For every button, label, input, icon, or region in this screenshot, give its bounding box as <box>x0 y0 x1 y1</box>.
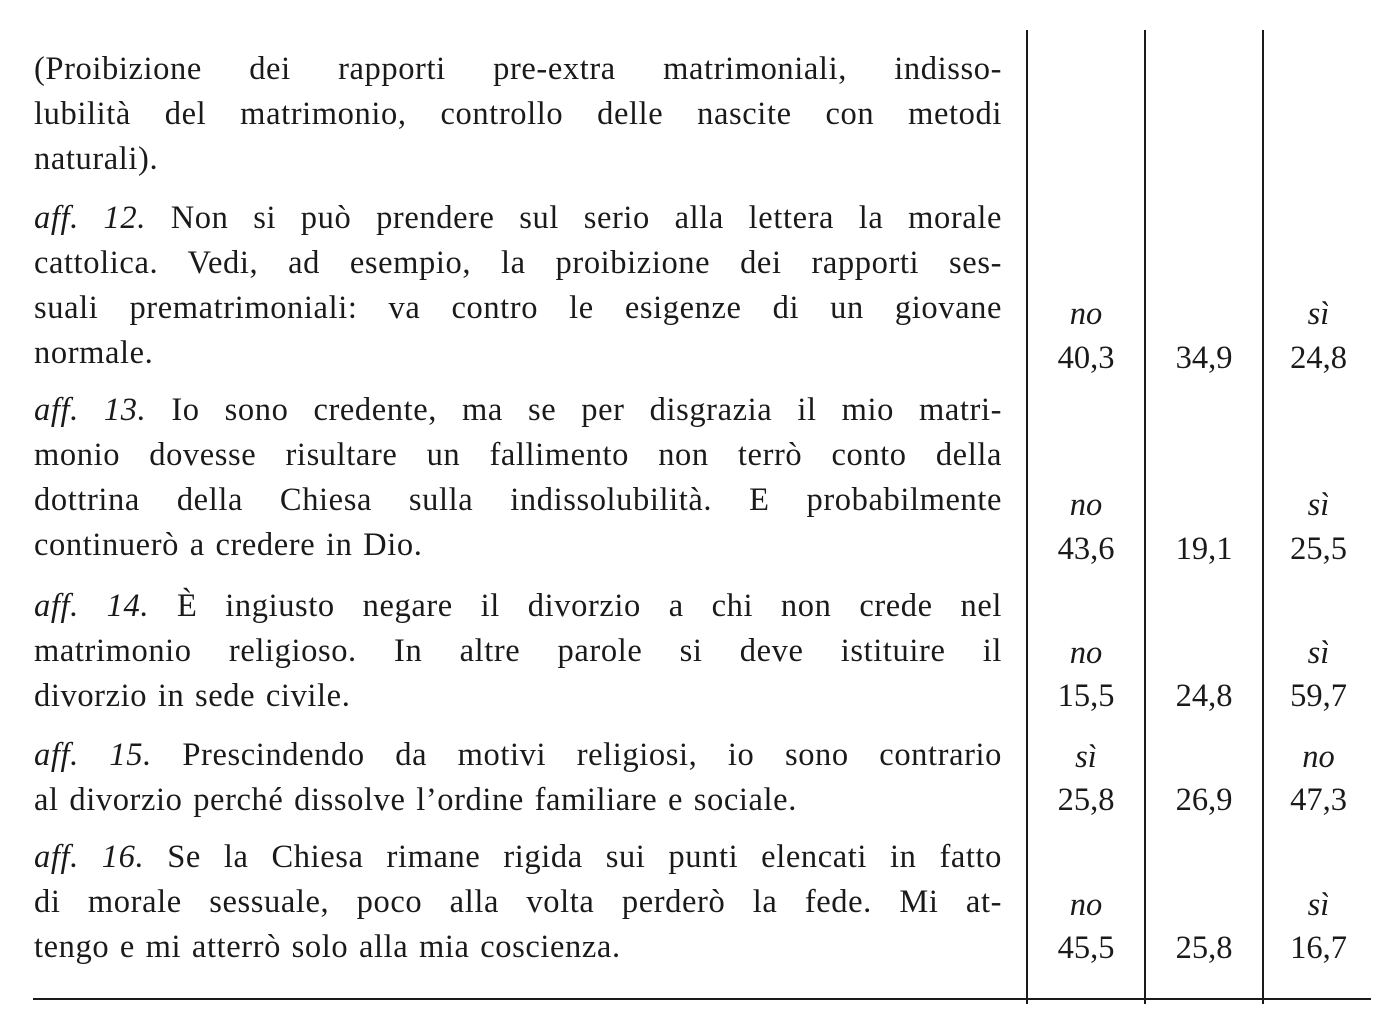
middle-percentage: 24,8 <box>1175 678 1233 714</box>
statement-line: continuerò a credere in Dio. <box>34 527 423 563</box>
bottom-rule <box>33 998 1371 1000</box>
right-answer-label: sì <box>1307 487 1330 523</box>
column-rule-2 <box>1144 30 1146 1004</box>
statement-label: aff. 14. <box>34 588 150 624</box>
statement-line: cattolica. Vedi, ad esempio, la proibizione dei rapporti ses- <box>34 245 1002 281</box>
left-percentage: 45,5 <box>1057 930 1115 966</box>
right-percentage: 59,7 <box>1290 678 1347 714</box>
statement-line: monio dovesse risultare un fallimento non terrò conto della <box>34 437 1002 473</box>
statement-label: aff. 15. <box>34 737 152 773</box>
column-rule-3 <box>1262 30 1264 1004</box>
middle-percentage: 19,1 <box>1175 531 1233 567</box>
statement-line: aff. 14. È ingiusto negare il divorzio a chi non crede nel <box>34 588 1003 624</box>
right-percentage: 25,5 <box>1290 531 1347 567</box>
right-answer-label: sì <box>1307 296 1330 332</box>
statement-line: matrimonio religioso. In altre parole si deve istituire il <box>34 633 1002 669</box>
statement-line: aff. 13. Io sono credente, ma se per disgrazia il mio matri- <box>34 392 1002 428</box>
left-answer-label: sì <box>1075 739 1097 775</box>
left-percentage: 43,6 <box>1057 531 1115 567</box>
statement-label: aff. 16. <box>34 839 145 875</box>
intro-line: lubilità del matrimonio, controllo delle nascite con metodi <box>34 96 1002 132</box>
left-percentage: 40,3 <box>1057 340 1115 376</box>
statement-line: normale. <box>34 335 154 371</box>
column-rule-1 <box>1026 30 1028 1004</box>
statement-aff-13 <box>34 388 1002 568</box>
statement-line: al divorzio perché dissolve l’ordine familiare e sociale. <box>34 782 797 818</box>
right-answer-label: sì <box>1307 635 1330 671</box>
statement-line: suali prematrimoniali: va contro le esigenze di un giovane <box>34 290 1002 326</box>
right-answer-label: sì <box>1307 887 1330 923</box>
right-answer-label: no <box>1302 739 1335 775</box>
right-percentage: 47,3 <box>1290 782 1347 818</box>
statement-line: di morale sessuale, poco alla volta perderò la fede. Mi at- <box>34 884 1002 920</box>
middle-percentage: 25,8 <box>1175 930 1233 966</box>
intro-paragraph <box>34 47 1002 182</box>
right-percentage: 24,8 <box>1290 340 1347 376</box>
statement-line: aff. 12. Non si può prendere sul serio alla lettera la morale <box>34 200 1002 236</box>
statement-label: aff. 13. <box>34 392 147 428</box>
statement-aff-12 <box>34 196 1002 376</box>
left-percentage: 25,8 <box>1057 782 1115 818</box>
left-answer-label: no <box>1069 635 1103 671</box>
statement-aff-15 <box>34 733 1002 823</box>
statement-line: aff. 15. Prescindendo da motivi religiosi, io sono contrario <box>34 737 1003 773</box>
left-answer-label: no <box>1069 487 1103 523</box>
left-percentage: 15,5 <box>1057 678 1115 714</box>
right-percentage: 16,7 <box>1290 930 1347 966</box>
left-answer-label: no <box>1069 296 1103 332</box>
middle-percentage: 34,9 <box>1175 340 1233 376</box>
statement-label: aff. 12. <box>34 200 146 236</box>
intro-line: (Proibizione dei rapporti pre-extra matrimoniali, indisso- <box>34 51 1002 87</box>
statement-line: dottrina della Chiesa sulla indissolubilità. E probabilmente <box>34 482 1002 518</box>
left-answer-label: no <box>1069 887 1103 923</box>
statement-aff-16 <box>34 835 1002 970</box>
statement-line: divorzio in sede civile. <box>34 678 351 714</box>
statement-line: tengo e mi atterrò solo alla mia coscienza. <box>34 929 621 965</box>
middle-percentage: 26,9 <box>1175 782 1233 818</box>
statement-aff-14 <box>34 584 1002 719</box>
intro-line: naturali). <box>34 141 159 177</box>
statement-line: aff. 16. Se la Chiesa rimane rigida sui punti elencati in fatto <box>34 839 1003 875</box>
